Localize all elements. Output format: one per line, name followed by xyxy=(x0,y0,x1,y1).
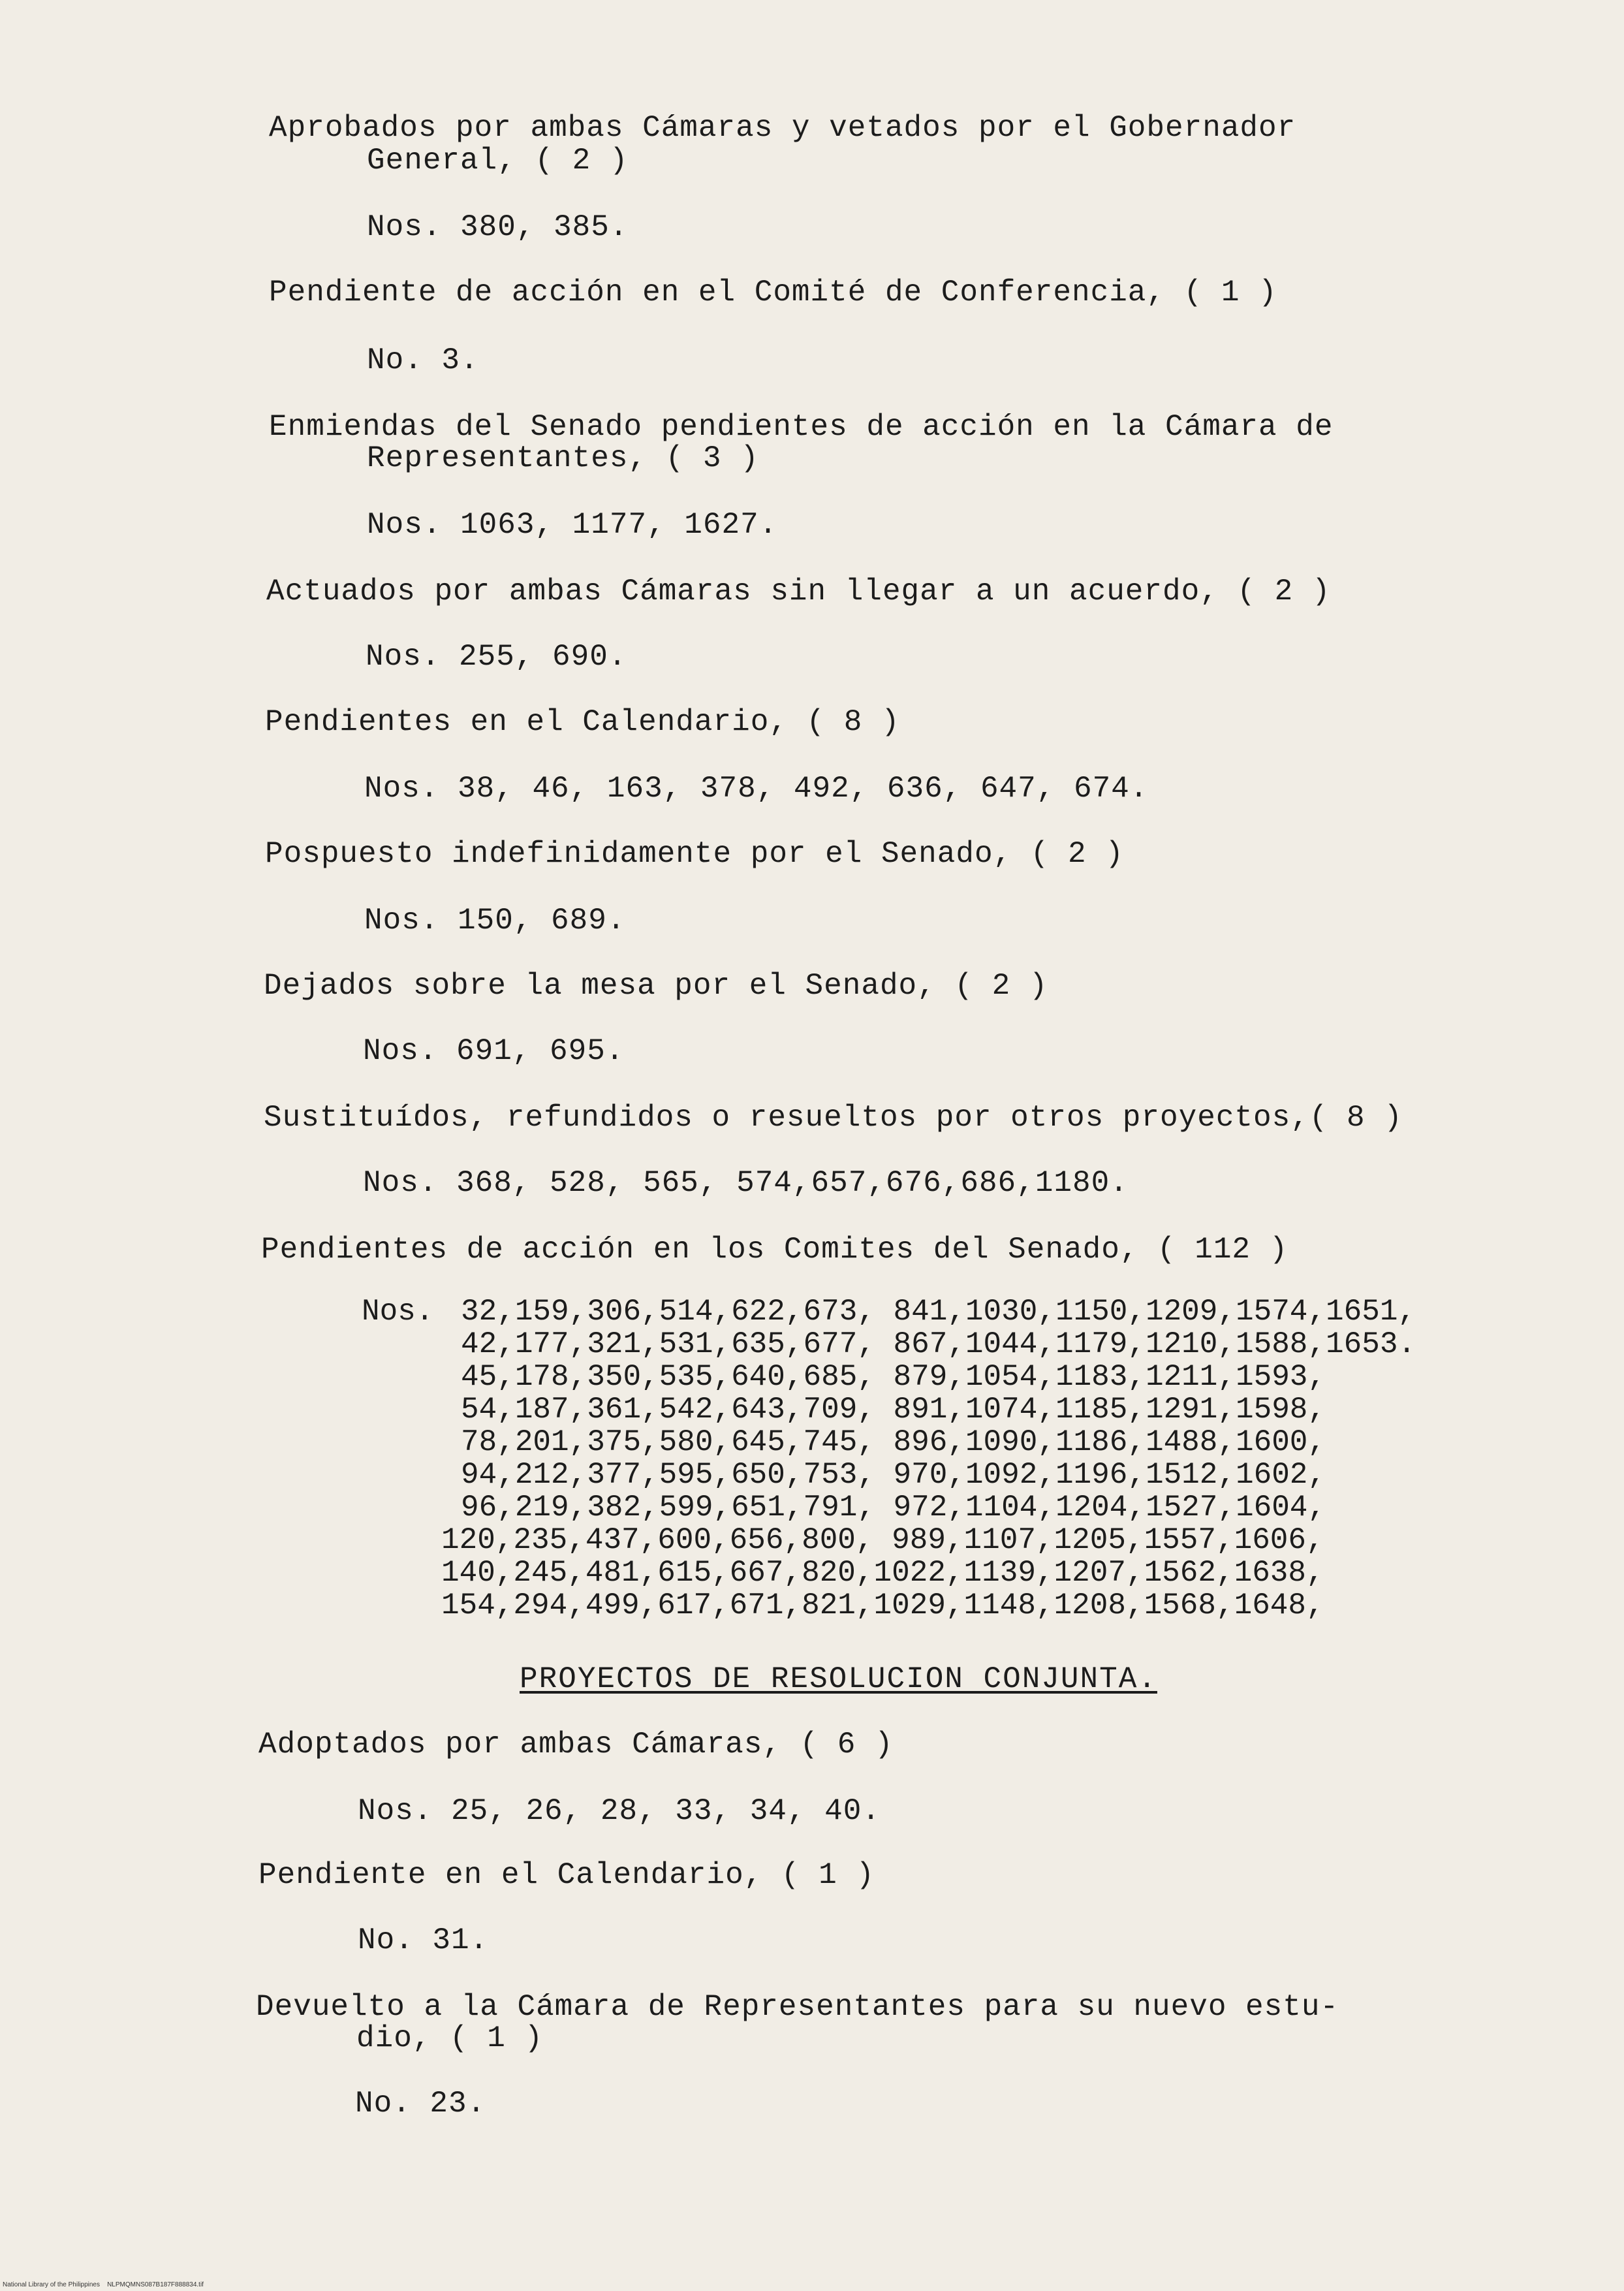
section-title-cont: General, ( 2 ) xyxy=(367,144,629,178)
section-numbers: No. 23. xyxy=(355,2087,486,2121)
section-title: Aprobados por ambas Cámaras y vetados por el Gobernador xyxy=(269,111,1296,145)
section-numbers: Nos. 150, 689. xyxy=(364,904,626,938)
section-numbers: Nos. 368, 528, 565, 574,657,676,686,1180. xyxy=(363,1166,1129,1200)
table-row: 94,212,377,595,650,753, 970,1092,1196,1512,1602, xyxy=(461,1458,1326,1492)
table-row: 154,294,499,617,671,821,1029,1148,1208,1568,1648, xyxy=(441,1588,1324,1622)
section-title: Enmiendas del Senado pendientes de acción en la Cámara de xyxy=(269,410,1334,444)
section-title: Sustituídos, refundidos o resueltos por otros proyectos,( 8 ) xyxy=(264,1101,1403,1135)
section-title: Pendiente de acción en el Comité de Conferencia, ( 1 ) xyxy=(269,276,1277,309)
section-title: Adoptados por ambas Cámaras, ( 6 ) xyxy=(258,1728,894,1762)
section-title: Actuados por ambas Cámaras sin llegar a un acuerdo, ( 2 ) xyxy=(266,575,1331,608)
scan-footer: National Library of the Philippines NLPMQMNS087B187F888834.tif xyxy=(3,2281,204,2288)
table-row: 45,178,350,535,640,685, 879,1054,1183,1211,1593, xyxy=(461,1360,1326,1394)
table-row: 78,201,375,580,645,745, 896,1090,1186,1488,1600, xyxy=(461,1425,1326,1459)
section-title-cont: Representantes, ( 3 ) xyxy=(367,441,759,475)
section-numbers: Nos. 380, 385. xyxy=(367,210,629,244)
section-title: Pendientes en el Calendario, ( 8 ) xyxy=(265,705,900,739)
section-numbers: No. 31. xyxy=(358,1923,489,1957)
section-title: Devuelto a la Cámara de Representantes para su nuevo estu- xyxy=(256,1990,1339,2024)
section-numbers: Nos. 25, 26, 28, 33, 34, 40. xyxy=(358,1794,881,1828)
table-row: 120,235,437,600,656,800, 989,1107,1205,1557,1606, xyxy=(441,1523,1324,1557)
section-numbers: Nos. 38, 46, 163, 378, 492, 636, 647, 674. xyxy=(364,772,1149,806)
table-row: 42,177,321,531,635,677, 867,1044,1179,1210,1588,1653. xyxy=(461,1327,1416,1361)
section-title: Pospuesto indefinidamente por el Senado, ( 2 ) xyxy=(265,837,1124,871)
table-row: 140,245,481,615,667,820,1022,1139,1207,1562,1638, xyxy=(441,1556,1324,1590)
section-numbers: Nos. 255, 690. xyxy=(366,640,627,674)
section-numbers: Nos. 1063, 1177, 1627. xyxy=(367,508,778,542)
section-title: Dejados sobre la mesa por el Senado, ( 2 ) xyxy=(264,969,1048,1003)
section-title-cont: dio, ( 1 ) xyxy=(356,2021,544,2055)
table-row: 54,187,361,542,643,709, 891,1074,1185,1291,1598, xyxy=(461,1393,1326,1427)
section-title: Pendiente en el Calendario, ( 1 ) xyxy=(258,1858,875,1892)
table-row: 96,219,382,599,651,791, 972,1104,1204,1527,1604, xyxy=(461,1491,1326,1525)
section-heading: PROYECTOS DE RESOLUCION CONJUNTA. xyxy=(520,1662,1157,1696)
section-numbers: No. 3. xyxy=(367,343,479,377)
table-row: 32,159,306,514,622,673, 841,1030,1150,1209,1574,1651, xyxy=(461,1295,1416,1329)
committee-table-prefix: Nos. xyxy=(362,1295,434,1329)
section-title: Pendientes de acción en los Comites del Senado, ( 112 ) xyxy=(261,1233,1288,1267)
section-numbers: Nos. 691, 695. xyxy=(363,1034,625,1068)
